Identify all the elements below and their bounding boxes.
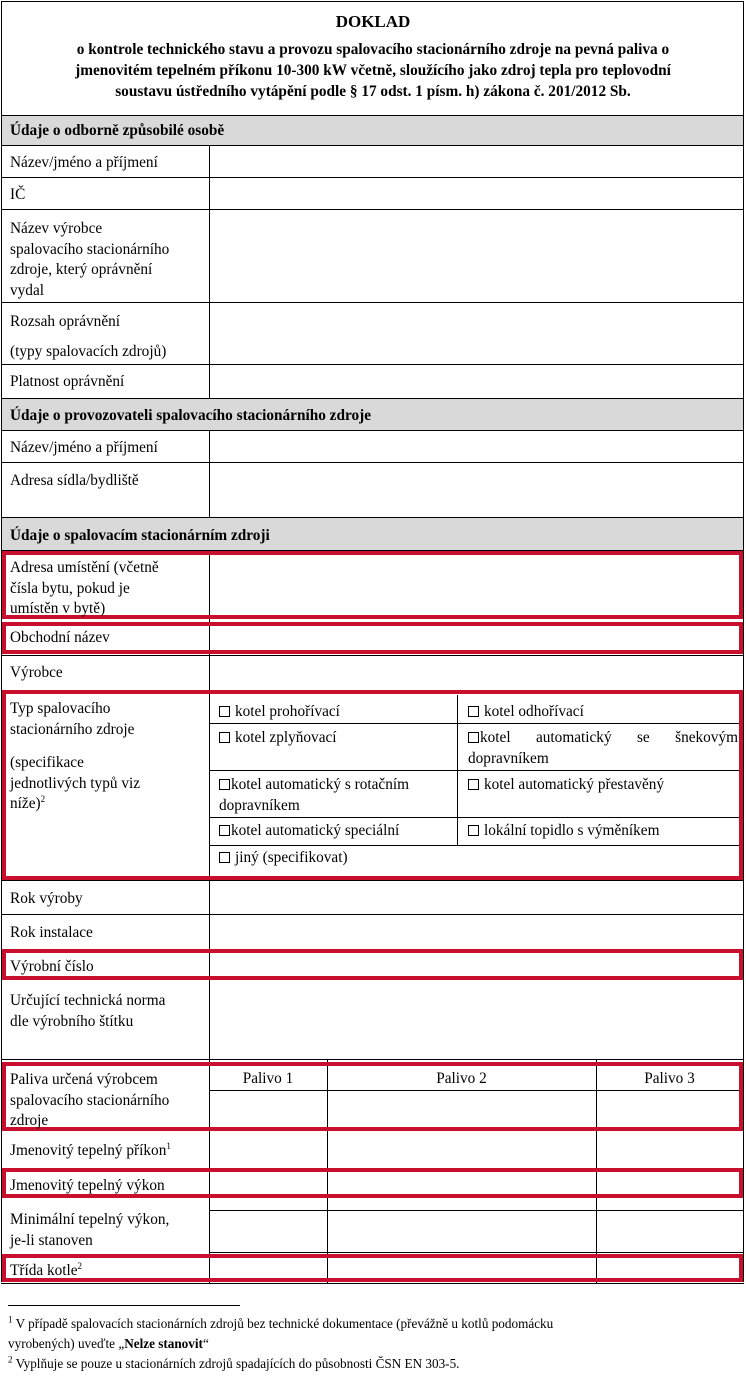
serial-label: Výrobní číslo (10, 958, 94, 975)
norm-label (10, 991, 205, 1032)
option-text: dopravníkem (219, 796, 300, 814)
option-text: kotel prohořívací (235, 703, 340, 720)
footnote-2 (8, 1354, 708, 1374)
rule (1, 914, 744, 915)
checkbox-icon[interactable] (468, 732, 479, 743)
subtitle-line: jmenovitém tepelném příkonu 10-300 kW včetně, sloužícího jako zdroj tepla pro teplovodní (75, 62, 671, 79)
footnote-line (8, 1334, 708, 1354)
rule (1, 364, 744, 365)
option-text: jiný (specifikovat) (235, 849, 348, 866)
label-line: Adresa umístění (včetně (10, 559, 159, 576)
section3-heading: Údaje o spalovacím stacionárním zdroji (10, 527, 270, 544)
label-line: Určující technická norma (10, 992, 166, 1009)
boiler-class-label (10, 1261, 205, 1282)
checkbox-icon[interactable] (219, 852, 230, 863)
label-line: dle výrobního štítku (10, 1012, 134, 1030)
col-divider (209, 145, 210, 399)
checkbox-icon[interactable] (219, 732, 230, 743)
label-line: Paliva určená výrobcem (10, 1071, 158, 1088)
min-output-label (10, 1210, 205, 1251)
option-text: kotel automatický speciální (231, 822, 400, 839)
label-line: umístěn v bytě) (10, 600, 106, 617)
rule (1, 1059, 744, 1060)
label-line: Název výrobce (10, 220, 103, 237)
footnote-1 (8, 1314, 708, 1354)
year-made-label: Rok výroby (10, 890, 83, 907)
label-line: stacionárního zdroje (10, 720, 135, 738)
option-text: kotel odhořívací (484, 703, 584, 720)
label-line: (specifikace (10, 754, 84, 771)
rule (209, 1210, 744, 1211)
document-subtitle (14, 39, 732, 102)
owner-address-label: Adresa sídla/bydliště (10, 472, 139, 489)
rule (1, 1283, 744, 1284)
col-divider (209, 430, 210, 518)
label-line (10, 794, 205, 815)
option-rotacni[interactable] (219, 775, 451, 816)
operator-name-label: Název/jméno a příjmení (10, 154, 158, 171)
rule (1, 209, 744, 210)
authorizer-label (10, 219, 205, 301)
scope-sub-label: (typy spalovacích zdrojů) (10, 343, 167, 360)
border-top (1, 1, 744, 2)
document-title: DOKLAD (335, 12, 411, 31)
subtitle-line: o kontrole technického stavu a provozu spalovacího stacionárního zdroje na pevná paliva o (76, 41, 670, 58)
option-text: dopravníkem (468, 749, 549, 767)
label-line: spalovacího stacionárního (10, 1091, 170, 1109)
option-prestaveny[interactable] (468, 775, 664, 796)
rule (1, 517, 744, 518)
label-line: zdroje (10, 1112, 49, 1129)
option-text: lokální topidlo s výměníkem (484, 822, 660, 839)
year-installed-label: Rok instalace (10, 924, 93, 941)
location-label (10, 558, 205, 620)
option-jiny[interactable] (219, 848, 348, 869)
checkbox-icon[interactable] (468, 825, 479, 836)
footnote-rule (8, 1305, 240, 1306)
checkbox-icon[interactable] (468, 779, 479, 790)
footnote-text: Vyplňuje se pouze u stacionárních zdrojů spadajících do působnosti ČSN EN 303-5. (15, 1356, 460, 1371)
scope-label: Rozsah oprávnění (10, 313, 121, 330)
rule (1, 145, 744, 146)
owner-name-label: Název/jméno a příjmení (10, 439, 158, 456)
rule (1, 302, 744, 303)
label-line: spalovacího stacionárního (10, 240, 170, 258)
rule (209, 1252, 744, 1253)
footnote-mark: 2 (8, 1354, 13, 1365)
footnote-bold: Nelze stanovit (124, 1336, 203, 1351)
section2-heading: Údaje o provozovateli spalovacího stacionárního zdroje (10, 407, 372, 424)
option-text: kotel automatický s rotačním (231, 776, 409, 793)
input-label (10, 1141, 205, 1162)
label-text: Třída kotle (10, 1262, 78, 1279)
trade-name-label: Obchodní název (10, 629, 110, 646)
type-label (10, 699, 205, 740)
footnote-ref: 2 (77, 1260, 83, 1271)
rule (1, 398, 744, 399)
footnote-text: V případě spalovacích stacionárních zdrojů bez technické dokumentace (převážně u kotlů podomácku (15, 1316, 554, 1331)
label-line: vydal (10, 281, 44, 299)
label-line: Minimální tepelný výkon, (10, 1211, 170, 1228)
fuels-label (10, 1070, 205, 1132)
rule (1, 115, 744, 116)
footnote-text: “ (202, 1336, 209, 1351)
option-text: kotel automatický se šnekovým (480, 729, 738, 746)
option-line (468, 728, 738, 749)
label-line: je-li stanoven (10, 1231, 93, 1249)
label-text: níže) (10, 795, 41, 812)
option-zplynovaci[interactable] (219, 728, 337, 749)
validity-label: Platnost oprávnění (10, 373, 125, 390)
option-snekovy[interactable] (468, 728, 738, 769)
label-text: Jmenovitý tepelný příkon (10, 1142, 167, 1159)
option-odhorivaci[interactable] (468, 702, 584, 723)
label-line: zdroje, který oprávnění (10, 261, 153, 278)
option-line (219, 775, 451, 796)
footnote-line (8, 1314, 708, 1334)
rule (1, 177, 744, 178)
label-line: Typ spalovacího (10, 700, 111, 717)
rule (1, 462, 744, 463)
rule (1, 655, 744, 656)
footnote-text: vyrobených) uveďte „ (8, 1336, 125, 1351)
option-specialni[interactable] (219, 821, 399, 842)
section1-heading: Údaje o odborně způsobilé osobě (10, 122, 225, 139)
ic-label: IČ (10, 186, 26, 203)
type-spec-label (10, 753, 205, 815)
option-text: kotel zplyňovací (235, 729, 337, 746)
option-prohorivaci[interactable] (219, 702, 340, 723)
subtitle-line: soustavu ústředního vytápění podle § 17 odst. 1 písm. h) zákona č. 201/2012 Sb. (115, 83, 631, 100)
fuel2-header: Palivo 2 (436, 1070, 487, 1087)
label-line: čísla bytu, pokud je (10, 579, 130, 597)
fuel3-header: Palivo 3 (644, 1070, 695, 1087)
rule (1, 880, 744, 881)
checkbox-icon[interactable] (219, 825, 230, 836)
rule (1, 430, 744, 431)
option-text: kotel automatický přestavěný (484, 776, 665, 793)
label-line: jednotlivých typů viz (10, 774, 141, 792)
footnote-mark: 1 (8, 1314, 13, 1325)
manufacturer-label: Výrobce (10, 664, 63, 681)
fuel1-header: Palivo 1 (242, 1070, 294, 1087)
option-lokalni[interactable] (468, 821, 659, 842)
footnote-ref: 1 (166, 1140, 171, 1151)
checkbox-icon[interactable] (219, 779, 230, 790)
footnote-ref: 2 (40, 793, 46, 804)
checkbox-icon[interactable] (468, 706, 479, 717)
checkbox-icon[interactable] (219, 706, 230, 717)
output-label: Jmenovitý tepelný výkon (10, 1177, 165, 1194)
